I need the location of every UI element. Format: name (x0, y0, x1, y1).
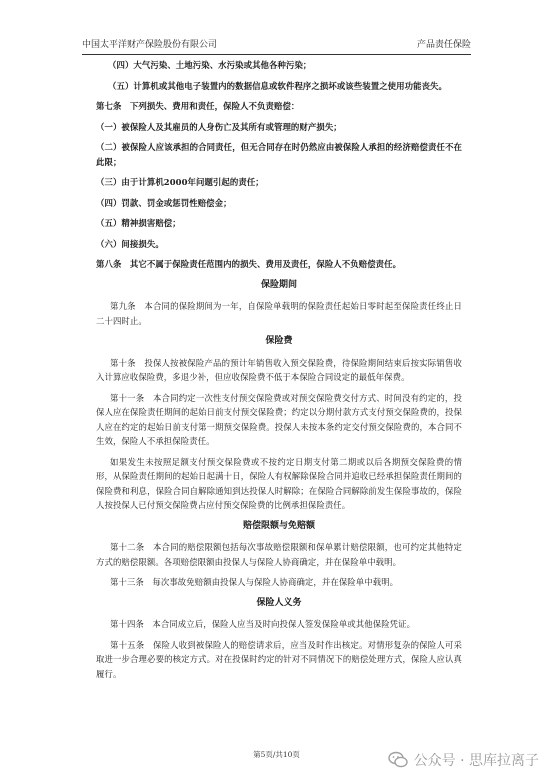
article-10: 第十条 投保人按被保险产品的预计年销售收入预交保险费，待保险期间结束后按实际销售收入计算应收保险费，多退少补，但应收保险费不低于本保险合同设定的最低年保费。 (96, 357, 462, 382)
article-8: 第八条 其它不属于保险责任范围内的损失、费用及责任，保险人不负赔偿责任。 (96, 259, 402, 269)
paragraph: （四）大气污染、土地污染、水污染或其他各种污染； (108, 60, 312, 70)
paragraph: （二）被保险人应该承担的合同责任，但无合同存在时仍然应由被保险人承担的经济赔偿责任不在此限； (96, 142, 462, 167)
product-name: 产品责任保险 (416, 40, 471, 50)
article-15: 第十五条 保险人收到被保险人的赔偿请求后，应当及时作出核定。对情形复杂的保险人可采取进一步合理必要的核定方式。对在投保时约定的针对不同情况下的赔偿处理方式，保险人应认真履行。 (96, 639, 462, 679)
article-13: 第十三条 每次事故免赔额由投保人与保险人协商确定，并在保险单中载明。 (110, 577, 399, 587)
section-heading-premium: 保险费 (265, 336, 293, 346)
document-body (96, 58, 462, 687)
article-9: 第九条 本合同的保险期间为一年，自保险单载明的保险责任起始日零时起至保险责任终止日二十四时止。 (96, 301, 462, 326)
section-heading-limits: 赔偿限额与免赔额 (242, 520, 315, 531)
watermark-text: 公众号 · 思库拉离子 (413, 753, 539, 769)
paragraph: （五）精神损害赔偿； (96, 218, 181, 228)
paragraph: （六）间接损失。 (96, 238, 164, 249)
paragraph: （四）罚款、罚金或惩罚性赔偿金； (96, 197, 232, 208)
article-12: 第十二条 本合同的赔偿限额包括每次事故赔偿限额和保单累计赔偿限额，也可约定其他特定方式的赔偿限额。各项赔偿限额由投保人与保险人协商确定，并在保险单中载明。 (96, 542, 462, 567)
article-14: 第十四条 本合同成立后，保险人应当及时向投保人签发保险单或其他保险凭证。 (110, 619, 416, 629)
article-11: 第十一条 本合同约定一次性支付预交保险费或对预交保险费交付方式、时间没有约定的，投保人应在保险责任期间的起始日前支付预交保险费；约定以分期付款方式支付预交保险费的，投保人应在约定的起始日前支付第一期预交保险费。投保人未按本条约定交付预交保险费的，本合同不生效，保险人不承担保险责任。 (96, 392, 462, 446)
section-heading-insurance-period: 保险期间 (260, 279, 297, 290)
paragraph: 如果发生未按照足额支付预交保险费或不按约定日期支付第二期或以后各期预交保险费的情形，从保险责任期间的起始日起满十日，保险人有权解除保险合同并追收已经承担保险责任期间的保险费和利息，保险合同自解除通知到达投保人时解除；在保险合同解除前发生保险事故的，保险人按投保人已付预交保险费占应付预交保险费的比例承担保险责任。 (96, 456, 462, 510)
watermark (388, 750, 539, 770)
paragraph: （五）计算机或其他电子装置内的数据信息或软件程序之损坏或该些装置之使用功能丧失。 (108, 80, 447, 91)
paragraph: （一）被保险人及其雇员的人身伤亡及其所有或管理的财产损失； (96, 121, 342, 132)
page-header (82, 38, 471, 55)
article-7: 第七条 下列损失、费用和责任，保险人不负责赔偿： (96, 101, 300, 111)
paragraph: （三）由于计算机2000年问题引起的责任； (96, 177, 264, 187)
wechat-icon (388, 751, 408, 769)
section-heading-insurer-obligations: 保险人义务 (256, 597, 302, 608)
company-name: 中国太平洋财产保险股份有限公司 (82, 40, 218, 50)
page-number: 第5页/共10页 (253, 750, 300, 759)
